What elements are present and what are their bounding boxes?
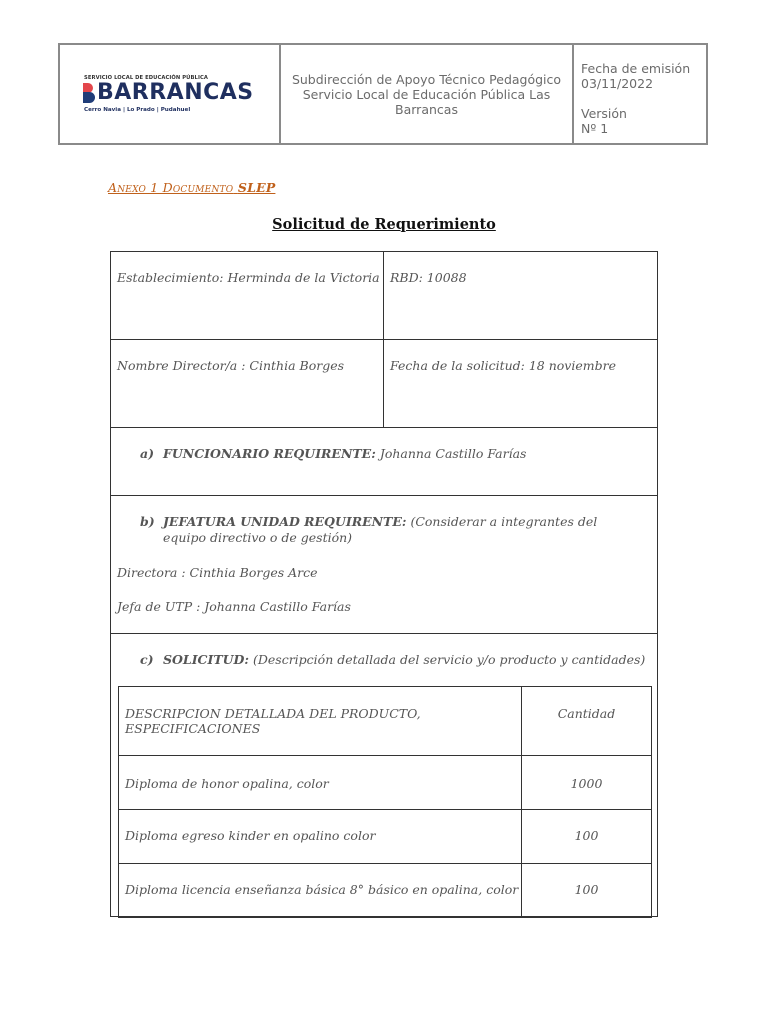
product-description: Diploma de honor opalina, color: [119, 756, 522, 809]
table-row: [119, 756, 651, 810]
product-quantity: 100: [574, 828, 599, 843]
product-description: Diploma licencia enseñanza básica 8° básico en opalina, color: [119, 864, 522, 917]
fecha-emision-value: 03/11/2022: [581, 76, 654, 91]
section-c-note: (Descripción detallada del servicio y/o producto y cantidades): [253, 652, 646, 667]
establecimiento-field: Establecimiento: Herminda de la Victoria: [111, 252, 384, 339]
logo-tagline: SERVICIO LOCAL DE EDUCACIÓN PÚBLICA: [84, 75, 208, 81]
section-b: [111, 496, 657, 634]
version-label: Versión: [581, 106, 627, 121]
section-c: [111, 634, 657, 916]
anexo-prefix: Anexo 1 Documento: [108, 180, 234, 195]
header-meta: [574, 45, 706, 143]
logo-wordmark: [83, 82, 254, 104]
product-description: Diploma egreso kinder en opalino color: [119, 810, 522, 863]
section-a-label: FUNCIONARIO REQUIRENTE:: [163, 446, 376, 461]
header-center: [281, 45, 574, 143]
header-descripcion: DESCRIPCION DETALLADA DEL PRODUCTO, ESPECIFICACIONES: [119, 687, 522, 755]
section-a-value: Johanna Castillo Farías: [379, 446, 527, 461]
header-servicio: Servicio Local de Educación Pública Las Barrancas: [302, 86, 551, 117]
header-cantidad: Cantidad: [557, 706, 616, 721]
request-form: [110, 251, 658, 917]
section-b-letter: b): [140, 514, 155, 529]
table-row: [119, 810, 651, 864]
section-b-line2: Jefa de UTP : Johanna Castillo Farías: [117, 599, 351, 614]
products-table: [118, 686, 652, 918]
section-a: [111, 428, 657, 496]
section-b-label: JEFATURA UNIDAD REQUIRENTE:: [163, 514, 407, 529]
section-c-letter: c): [140, 652, 154, 667]
version-value: Nº 1: [581, 121, 609, 136]
document-header: [58, 43, 708, 145]
table-header-row: [119, 687, 651, 756]
anexo-suffix: SLEP: [237, 180, 276, 195]
logo-communes: Cerro Navia | Lo Prado | Pudahuel: [84, 107, 191, 113]
logo-wordmark-text: BARRANCAS: [97, 80, 254, 105]
section-c-label: SOLICITUD:: [163, 652, 250, 667]
page-title: Solicitud de Requerimiento: [272, 216, 496, 233]
logo: [60, 45, 281, 143]
form-row-director: [111, 340, 657, 428]
header-subdireccion: Subdirección de Apoyo Técnico Pedagógico: [291, 71, 562, 87]
fecha-solicitud-field: Fecha de la solicitud: 18 noviembre: [390, 358, 616, 373]
section-b-line1: Directora : Cinthia Borges Arce: [117, 565, 318, 580]
section-a-letter: a): [140, 446, 155, 461]
logo-mark-icon: [83, 83, 97, 103]
director-field: Nombre Director/a : Cinthia Borges: [111, 340, 384, 427]
fecha-emision-label: Fecha de emisión: [581, 61, 691, 76]
form-row-establecimiento: [111, 252, 657, 340]
anexo-heading: [108, 180, 275, 195]
table-row: [119, 864, 651, 917]
rbd-field: RBD: 10088: [390, 270, 467, 285]
product-quantity: 1000: [570, 776, 603, 791]
product-quantity: 100: [574, 882, 599, 897]
section-b-note: (Considerar a integrantes del equipo directivo o de gestión): [163, 514, 598, 545]
